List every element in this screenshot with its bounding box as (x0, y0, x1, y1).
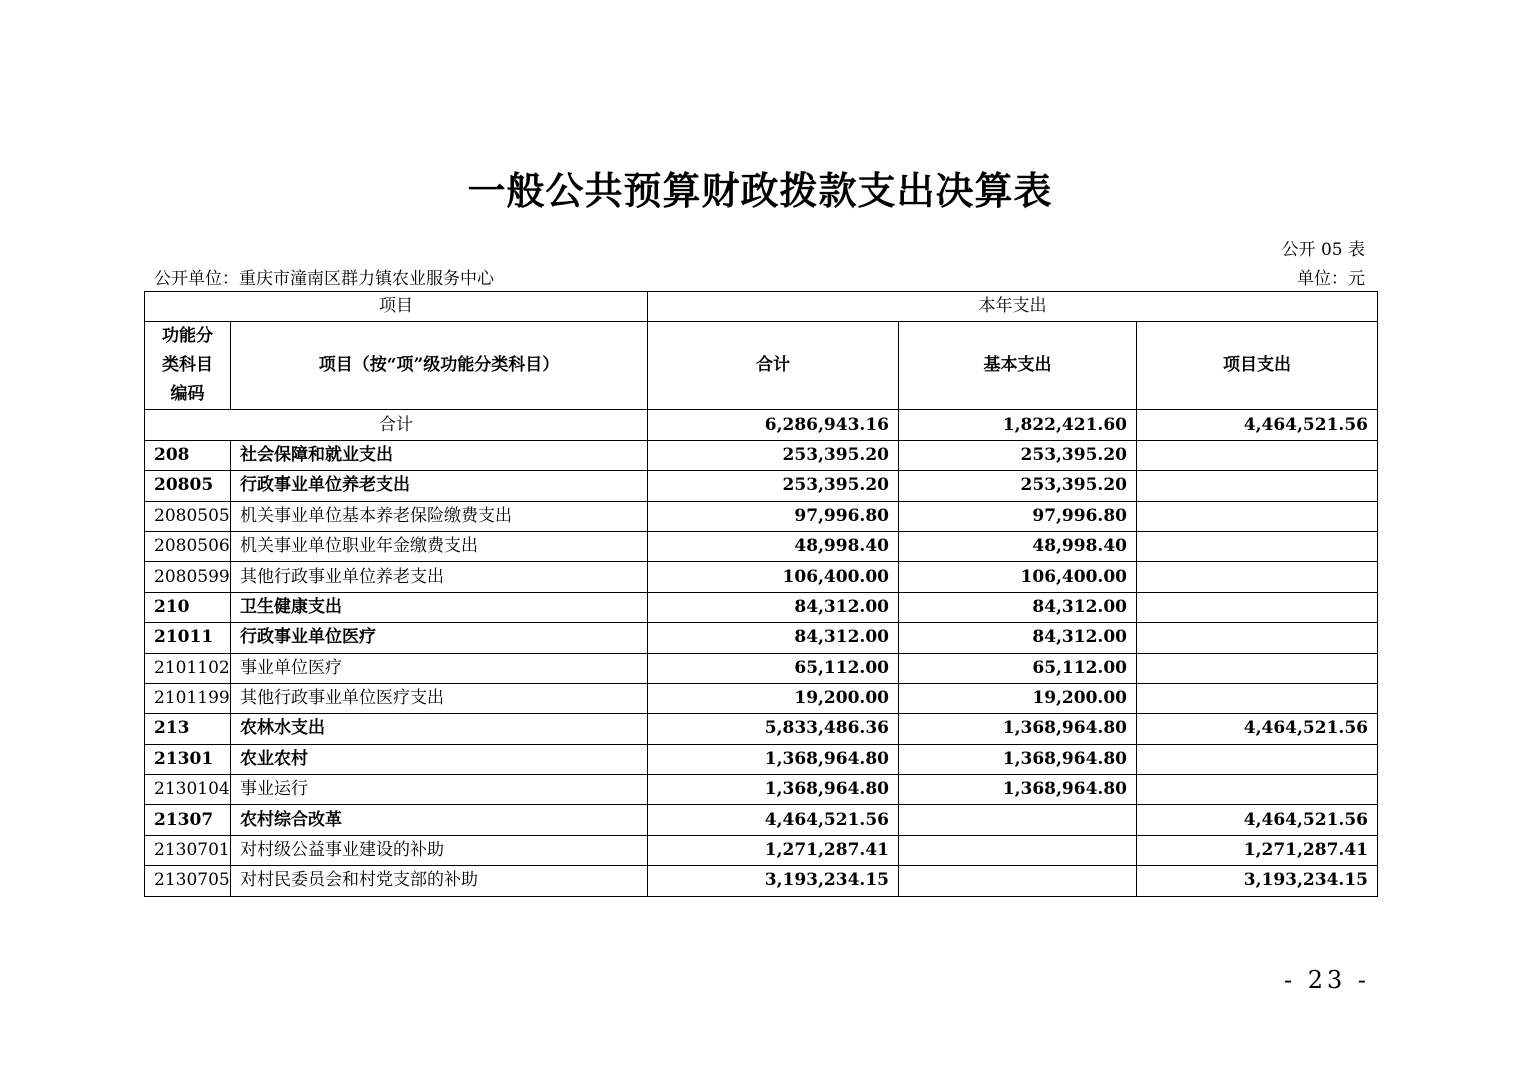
table-row (145, 805, 1378, 835)
row-name: 农村综合改革 (231, 805, 648, 835)
row-name: 其他行政事业单位养老支出 (231, 562, 648, 592)
row-project: 4,464,521.56 (1137, 805, 1378, 835)
table-row (145, 835, 1378, 865)
row-basic: 1,368,964.80 (899, 744, 1137, 774)
header-code (145, 322, 231, 410)
row-basic: 106,400.00 (899, 562, 1137, 592)
row-project (1137, 471, 1378, 501)
table-row (145, 653, 1378, 683)
row-basic: 19,200.00 (899, 683, 1137, 713)
row-project (1137, 623, 1378, 653)
row-name: 行政事业单位养老支出 (231, 471, 648, 501)
row-code: 2130701 (145, 835, 231, 865)
row-project: 1,271,287.41 (1137, 835, 1378, 865)
row-project: 3,193,234.15 (1137, 866, 1378, 896)
row-total: 1,271,287.41 (648, 835, 899, 865)
row-basic (899, 835, 1137, 865)
page-title: 一般公共预算财政拨款支出决算表 (467, 168, 1053, 213)
header-current-year: 本年支出 (648, 292, 1378, 322)
total-label: 合计 (145, 410, 648, 440)
row-total: 1,368,964.80 (648, 744, 899, 774)
row-project (1137, 440, 1378, 470)
table-row (145, 471, 1378, 501)
row-name: 社会保障和就业支出 (231, 440, 648, 470)
row-name: 农林水支出 (231, 714, 648, 744)
row-project (1137, 744, 1378, 774)
table-row (145, 683, 1378, 713)
row-code: 21301 (145, 744, 231, 774)
row-total: 5,833,486.36 (648, 714, 899, 744)
row-project (1137, 501, 1378, 531)
header-row-1 (145, 292, 1378, 322)
table-row (145, 562, 1378, 592)
row-basic: 84,312.00 (899, 592, 1137, 622)
header-code-line: 类科目 (162, 355, 213, 376)
table-row (145, 866, 1378, 896)
row-code: 213 (145, 714, 231, 744)
row-basic: 84,312.00 (899, 623, 1137, 653)
table-row (145, 531, 1378, 561)
unit-name: 公开单位：重庆市潼南区群力镇农业服务中心 (154, 269, 494, 289)
row-basic (899, 866, 1137, 896)
header-name: 项目（按“项”级功能分类科目） (231, 322, 648, 410)
row-basic: 65,112.00 (899, 653, 1137, 683)
header-project: 项目 (145, 292, 648, 322)
row-basic: 1,368,964.80 (899, 714, 1137, 744)
table-row (145, 440, 1378, 470)
row-basic: 253,395.20 (899, 440, 1137, 470)
row-name: 行政事业单位医疗 (231, 623, 648, 653)
row-total: 84,312.00 (648, 592, 899, 622)
row-total: 19,200.00 (648, 683, 899, 713)
row-code: 20805 (145, 471, 231, 501)
row-project: 4,464,521.56 (1137, 714, 1378, 744)
row-total: 65,112.00 (648, 653, 899, 683)
row-basic: 48,998.40 (899, 531, 1137, 561)
total-amount: 6,286,943.16 (648, 410, 899, 440)
header-basic: 基本支出 (899, 322, 1137, 410)
row-name: 机关事业单位基本养老保险缴费支出 (231, 501, 648, 531)
total-project: 4,464,521.56 (1137, 410, 1378, 440)
row-name: 对村级公益事业建设的补助 (231, 835, 648, 865)
row-project (1137, 683, 1378, 713)
table-row (145, 623, 1378, 653)
row-code: 2130705 (145, 866, 231, 896)
row-code: 2080506 (145, 531, 231, 561)
page-number: - 23 - (1283, 966, 1370, 994)
row-code: 2101102 (145, 653, 231, 683)
header-row-2 (145, 322, 1378, 410)
row-code: 210 (145, 592, 231, 622)
row-total: 253,395.20 (648, 471, 899, 501)
row-total: 84,312.00 (648, 623, 899, 653)
row-name: 其他行政事业单位医疗支出 (231, 683, 648, 713)
header-project-expense: 项目支出 (1137, 322, 1378, 410)
row-total: 48,998.40 (648, 531, 899, 561)
table-row (145, 744, 1378, 774)
row-name: 机关事业单位职业年金缴费支出 (231, 531, 648, 561)
row-total: 97,996.80 (648, 501, 899, 531)
row-project (1137, 653, 1378, 683)
row-basic: 253,395.20 (899, 471, 1137, 501)
row-name: 事业运行 (231, 775, 648, 805)
row-name: 卫生健康支出 (231, 592, 648, 622)
header-code-line: 编码 (170, 384, 205, 405)
currency-unit: 单位：元 (1297, 269, 1365, 289)
row-code: 21307 (145, 805, 231, 835)
row-total: 1,368,964.80 (648, 775, 899, 805)
row-total: 253,395.20 (648, 440, 899, 470)
table-row (145, 592, 1378, 622)
row-name: 农业农村 (231, 744, 648, 774)
table-row (145, 775, 1378, 805)
unit-info-row (154, 264, 1365, 289)
expenditure-table (144, 291, 1378, 897)
row-code: 2080505 (145, 501, 231, 531)
row-project (1137, 562, 1378, 592)
row-total: 4,464,521.56 (648, 805, 899, 835)
row-name: 事业单位医疗 (231, 653, 648, 683)
header-total: 合计 (648, 322, 899, 410)
row-code: 2130104 (145, 775, 231, 805)
table-row (145, 501, 1378, 531)
row-code: 21011 (145, 623, 231, 653)
header-code-line: 功能分 (162, 326, 213, 347)
total-basic: 1,822,421.60 (899, 410, 1137, 440)
row-project (1137, 531, 1378, 561)
row-basic (899, 805, 1137, 835)
row-name: 对村民委员会和村党支部的补助 (231, 866, 648, 896)
row-project (1137, 592, 1378, 622)
row-basic: 97,996.80 (899, 501, 1137, 531)
total-row (145, 410, 1378, 440)
row-code: 2101199 (145, 683, 231, 713)
form-number: 公开 05 表 (1281, 240, 1365, 260)
row-total: 3,193,234.15 (648, 866, 899, 896)
table-row (145, 714, 1378, 744)
row-code: 208 (145, 440, 231, 470)
row-basic: 1,368,964.80 (899, 775, 1137, 805)
row-project (1137, 775, 1378, 805)
row-code: 2080599 (145, 562, 231, 592)
row-total: 106,400.00 (648, 562, 899, 592)
